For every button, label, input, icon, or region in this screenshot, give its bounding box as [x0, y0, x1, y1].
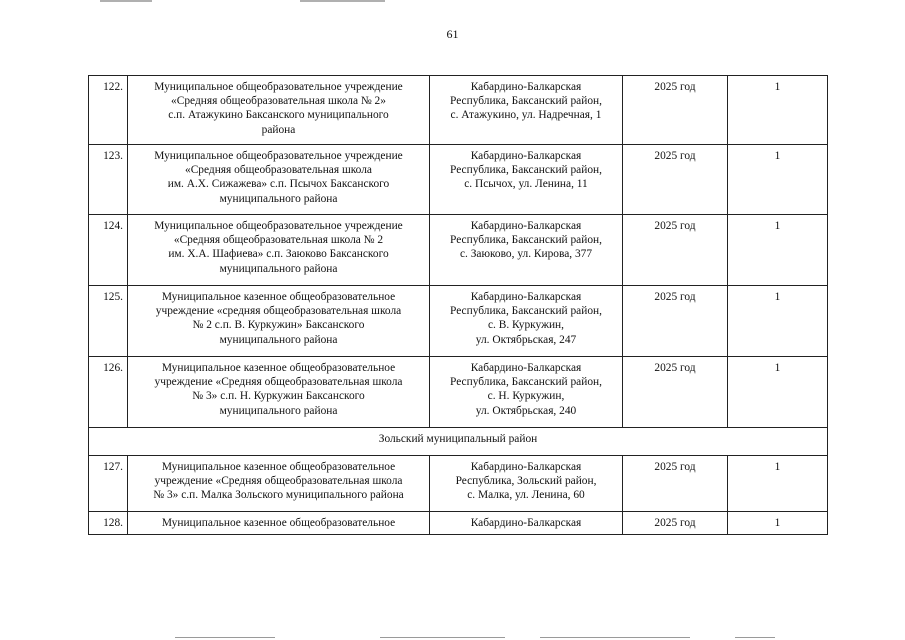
section-title: Зольский муниципальный район — [89, 428, 828, 456]
row-number: 127. — [89, 456, 128, 512]
scan-mark — [175, 637, 275, 638]
schools-table — [88, 75, 828, 535]
table-row — [89, 357, 828, 428]
table-row — [89, 76, 828, 145]
row-number: 123. — [89, 145, 128, 215]
scan-mark — [735, 637, 775, 638]
count-cell: 1 — [728, 215, 828, 286]
year-cell: 2025 год — [623, 215, 728, 286]
institution-name: Муниципальное казенное общеобразовательное учреждение «Средняя общеобразовательная школа № 3» с.п. Малка Зольского муниципального района — [128, 456, 430, 512]
institution-address: Кабардино-Балкарская Республика, Баксанский район, с. Заюково, ул. Кирова, 377 — [430, 215, 623, 286]
year-cell: 2025 год — [623, 76, 728, 145]
year-cell: 2025 год — [623, 357, 728, 428]
count-cell: 1 — [728, 357, 828, 428]
institution-address: Кабардино-Балкарская — [430, 512, 623, 535]
institution-address: Кабардино-Балкарская Республика, Баксанский район, с. В. Куркужин, ул. Октябрьская, 247 — [430, 286, 623, 357]
table-row — [89, 512, 828, 535]
institution-name: Муниципальное казенное общеобразовательное учреждение «средняя общеобразовательная школа № 2 с.п. В. Куркужин» Баксанского муниципального района — [128, 286, 430, 357]
institution-name: Муниципальное казенное общеобразовательное — [128, 512, 430, 535]
table-row — [89, 286, 828, 357]
top-scan-marks — [0, 0, 905, 6]
institution-name: Муниципальное общеобразовательное учреждение «Средняя общеобразовательная школа № 2» с.п. Атажукино Баксанского муниципального района — [128, 76, 430, 145]
institution-name: Муниципальное общеобразовательное учреждение «Средняя общеобразовательная школа № 2 им. Х.А. Шафиева» с.п. Заюково Баксанского муниципального района — [128, 215, 430, 286]
institution-name: Муниципальное общеобразовательное учреждение «Средняя общеобразовательная школа им. А.Х. Сижажева» с.п. Псычох Баксанского муниципального района — [128, 145, 430, 215]
section-row — [89, 428, 828, 456]
count-cell: 1 — [728, 512, 828, 535]
table-row — [89, 215, 828, 286]
scan-mark — [100, 0, 152, 2]
year-cell: 2025 год — [623, 286, 728, 357]
count-cell: 1 — [728, 76, 828, 145]
row-number: 126. — [89, 357, 128, 428]
scan-mark — [380, 637, 505, 638]
row-number: 124. — [89, 215, 128, 286]
institution-address: Кабардино-Балкарская Республика, Зольский район, с. Малка, ул. Ленина, 60 — [430, 456, 623, 512]
row-number: 122. — [89, 76, 128, 145]
year-cell: 2025 год — [623, 512, 728, 535]
institution-address: Кабардино-Балкарская Республика, Баксанский район, с. Атажукино, ул. Надречная, 1 — [430, 76, 623, 145]
page-number: 61 — [446, 27, 459, 41]
row-number: 128. — [89, 512, 128, 535]
year-cell: 2025 год — [623, 456, 728, 512]
table-row — [89, 145, 828, 215]
count-cell: 1 — [728, 286, 828, 357]
institution-address: Кабардино-Балкарская Республика, Баксанский район, с. Н. Куркужин, ул. Октябрьская, 240 — [430, 357, 623, 428]
scan-mark — [300, 0, 385, 2]
bottom-scan-marks — [0, 634, 905, 640]
institution-name: Муниципальное казенное общеобразовательное учреждение «Средняя общеобразовательная школа № 3» с.п. Н. Куркужин Баксанского муниципального района — [128, 357, 430, 428]
count-cell: 1 — [728, 456, 828, 512]
table-row — [89, 456, 828, 512]
row-number: 125. — [89, 286, 128, 357]
scan-mark — [540, 637, 690, 638]
year-cell: 2025 год — [623, 145, 728, 215]
count-cell: 1 — [728, 145, 828, 215]
institution-address: Кабардино-Балкарская Республика, Баксанский район, с. Псычох, ул. Ленина, 11 — [430, 145, 623, 215]
